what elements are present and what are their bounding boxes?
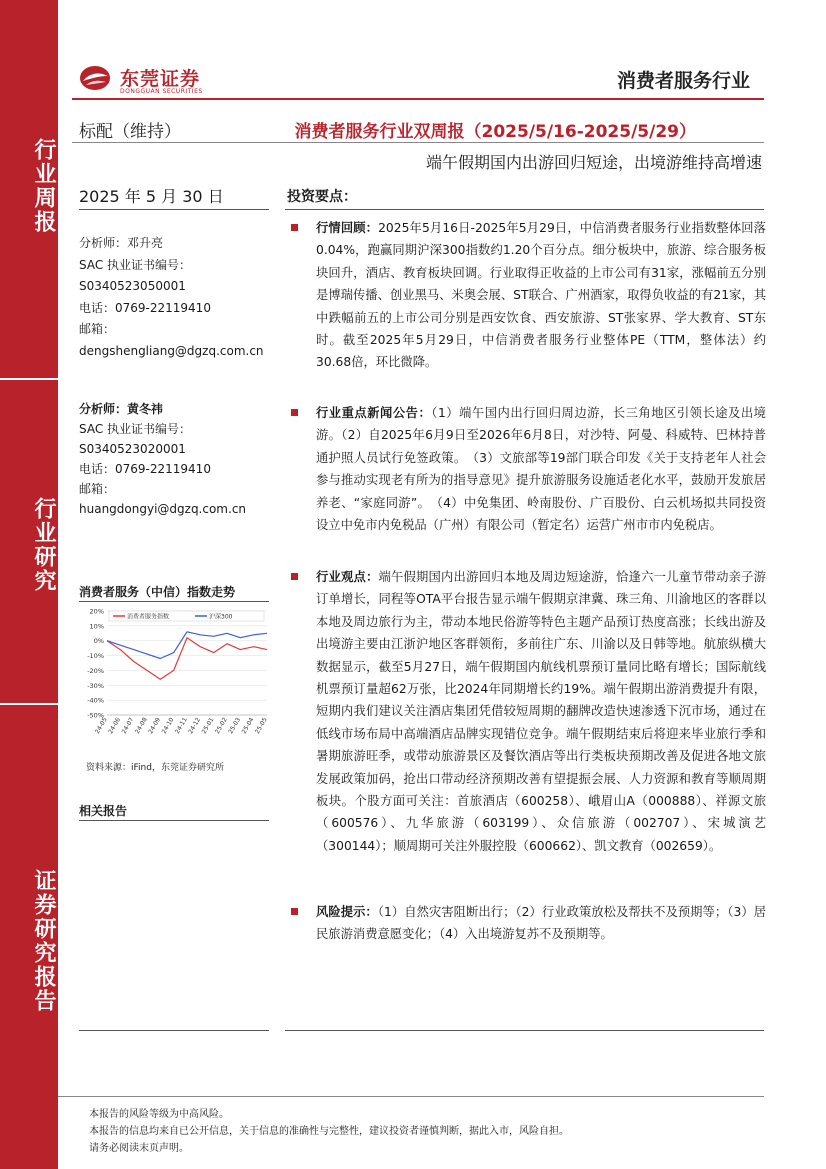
- chart-x-tick-label: 24-05: [93, 716, 109, 736]
- analyst-sac-number: S0340523020001: [79, 442, 186, 456]
- related-reports-rule: [79, 820, 269, 821]
- bullet-lead: 行业重点新闻公告：: [316, 406, 432, 420]
- chart-x-tick-label: 24-07: [120, 716, 136, 736]
- logo-english-name: DONGGUAN SECURITIES: [120, 88, 203, 95]
- date-rule: [79, 209, 269, 210]
- footer-risk-level: 本报告的风险等级为中高风险。: [89, 1109, 229, 1120]
- side-label-securities-report: 证券研究报告: [31, 869, 56, 1013]
- analyst-email[interactable]: dengshengliang@dgzq.com.cn: [79, 343, 264, 358]
- analyst-sac-label: SAC 执业证书编号：: [79, 422, 192, 436]
- bullet-body: （1）端午国内出行回归周边游，长三角地区引领长途及出境游。（2）自2025年6月9日至2026年6月8日，对沙特、阿曼、科威特、巴林持普通护照人员试行免签政策。 （3）文旅部等19部门联合印发《关于支持老年人社会参与推动实现老有所为的指导意见》提升旅游服务设施适老化水平，鼓励开发旅居养老、“家庭同游”。 （4）中免集团、岭南股份、广百股份、白云机场拟共同投资设立中免市内免税品（广州）有限公司（暂定名）运营广州市市内免税店。: [316, 406, 766, 533]
- chart-title: 消费者服务（中信）指数走势: [79, 585, 236, 599]
- chart-x-tick-label: 25-02: [213, 716, 229, 736]
- index-trend-chart: [79, 603, 271, 763]
- chart-legend-label: 消费者服务指数: [127, 613, 170, 621]
- bullet-square-icon: [291, 409, 298, 416]
- bullet-square-icon: [291, 224, 298, 231]
- bullet-body: 2025年5月16日-2025年5月29日，中信消费者服务行业指数整体回落0.04%，跑赢同期沪深300指数约1.20个百分点。细分板块中，旅游、综合服务板块回升，酒店、教育板块回调。行业取得正收益的上市公司有31家，涨幅前五分别是博瑞传播、创业黑马、米奥会展、ST联合、广州酒家，取得负收益的有21家，其中跌幅前五的上市公司分别是西安饮食、西安旅游、ST张家界、学大教育、ST东时。截至2025年5月29日，中信消费者服务行业整体PE（TTM，整体法）约30.68倍，环比微降。: [316, 221, 766, 370]
- analyst-card: [79, 399, 279, 519]
- chart-y-tick-label: 20%: [89, 607, 104, 616]
- bullet-industry-news: [291, 402, 766, 536]
- analyst-name: 分析师：黄冬祎: [79, 402, 164, 416]
- logo-chinese-name: 东莞证券: [120, 68, 201, 90]
- chart-x-tick-label: 24-09: [147, 716, 163, 736]
- analyst-email-label: 邮箱：: [79, 322, 116, 336]
- chart-y-tick-label: -50%: [87, 711, 104, 720]
- bullet-market-review: [291, 217, 766, 374]
- chart-legend-label: 沪深300: [209, 613, 233, 621]
- chart-x-tick-label: 25-04: [240, 716, 256, 736]
- footer-disclaimer: 本报告的信息均来自已公开信息，关于信息的准确性与完整性，建议投资者谨慎判断，据此入市，风险自担。: [89, 1126, 569, 1137]
- bullet-industry-view: [291, 566, 766, 857]
- industry-name: 消费者服务行业: [616, 70, 750, 92]
- chart-x-tick-label: 24-08: [133, 716, 149, 736]
- industry-rating: 标配（维持）: [79, 122, 181, 142]
- chart-x-tick-label: 24-06: [107, 716, 123, 736]
- chart-x-tick-label: 24-11: [173, 716, 189, 736]
- bullet-lead: 行情回顾：: [316, 221, 379, 235]
- bullet-square-icon: [291, 908, 298, 915]
- report-subtitle: 端午假期国内出游回归短途，出境游维持高增速: [425, 153, 762, 172]
- analyst-card: [79, 233, 279, 362]
- bullet-lead: 行业观点：: [316, 570, 379, 584]
- chart-x-tick-label: 24-10: [160, 716, 176, 736]
- chart-source: 资料来源：iFind，东莞证券研究所: [86, 763, 224, 773]
- bullet-body: 端午假期国内出游回归本地及周边短途游，恰逢六一儿童节带动亲子游订单增长，同程等OTA平台报告显示端午假期京津冀、珠三角、川渝地区的客群以本地及周边旅行为主，带动本地民俗游等特色主题产品预订热度高涨；长线出游及出境游主要由江浙沪地区客群领衔，多前往广东、川渝以及日韩等地。航旅纵横大数据显示，截至5月27日，端午假期国内航线机票预订量同比略有增长；国际航线机票预订量超62万张，比2024年同期增长约19%。端午假期出游消费提升有限，短期内我们建议关注酒店集团凭借较短周期的翻牌改造快速渗透下沉市场，通过在低线市场布局中高端酒店品牌实现错位竞争。端午假期结束后将迎来毕业旅行季和暑期旅游旺季，或带动旅游景区及餐饮酒店等出行类板块预期改善及促进各地文旅发展政策加码，抢出口带动经济预期改善有望提振会展、人力资源和教育等顺周期板块。个股方面可关注：首旅酒店（600258）、峨眉山A（000888）、祥源文旅（600576）、九华旅游（603199）、众信旅游（002707）、宋城演艺（300144）；顺周期可关注外服控股（600662）、凯文教育（002659）。: [316, 570, 766, 853]
- analyst-sac-label: SAC 执业证书编号：: [79, 257, 192, 272]
- chart-x-tick-label: 25-01: [200, 716, 216, 736]
- header-rule: [72, 98, 764, 100]
- side-divider-2: [0, 703, 58, 705]
- side-label-research: 行业研究: [31, 497, 56, 593]
- chart-title-rule: [79, 601, 269, 602]
- analyst-email-label: 邮箱：: [79, 482, 116, 496]
- chart-y-tick-label: -20%: [87, 666, 104, 675]
- chart-y-tick-label: -40%: [87, 696, 104, 705]
- company-logo-icon: [78, 64, 112, 92]
- publish-date: 2025 年 5 月 30 日: [79, 187, 224, 206]
- chart-x-tick-label: 25-03: [227, 716, 243, 736]
- bullet-lead: 风险提示：: [316, 905, 378, 919]
- report-title: 消费者服务行业双周报（2025/5/16-2025/5/29）: [294, 122, 696, 142]
- chart-x-tick-label: 25-05: [253, 716, 269, 736]
- bullet-square-icon: [291, 573, 298, 580]
- analyst-sac-number: S0340523050001: [79, 279, 186, 293]
- title-rule: [72, 142, 764, 143]
- chart-y-tick-label: 0%: [93, 637, 104, 646]
- key-points-heading: 投资要点：: [287, 189, 357, 205]
- side-label-weekly: 行业周报: [31, 138, 56, 234]
- chart-y-tick-label: 10%: [89, 622, 104, 631]
- chart-y-tick-label: -10%: [87, 652, 104, 661]
- chart-y-tick-label: -30%: [87, 681, 104, 690]
- bullet-body: （1）自然灾害阻断出行；（2）行业政策放松及帮扶不及预期等；（3）居民旅游消费意愿变化；（4）入出境游复苏不及预期等。: [316, 905, 766, 942]
- side-band: [0, 0, 58, 1169]
- left-bottom-rule: [79, 1030, 269, 1031]
- analyst-phone: 电话：0769-22119410: [79, 462, 211, 476]
- side-divider-1: [0, 378, 58, 380]
- related-reports-heading: 相关报告: [79, 804, 128, 818]
- analyst-email[interactable]: huangdongyi@dgzq.com.cn: [79, 502, 247, 516]
- chart-series-line: [107, 638, 267, 680]
- chart-series-line: [107, 632, 267, 659]
- key-points-rule: [285, 209, 764, 210]
- footer-read-notice: 请务必阅读末页声明。: [89, 1143, 189, 1154]
- right-bottom-rule: [285, 1030, 764, 1031]
- analyst-name: 分析师：邓升亮: [79, 236, 164, 250]
- footer-rule: [58, 1096, 764, 1097]
- chart-x-tick-label: 24-12: [187, 716, 203, 736]
- analyst-phone: 电话：0769-22119410: [79, 300, 211, 315]
- bullet-risk-warning: [291, 901, 766, 946]
